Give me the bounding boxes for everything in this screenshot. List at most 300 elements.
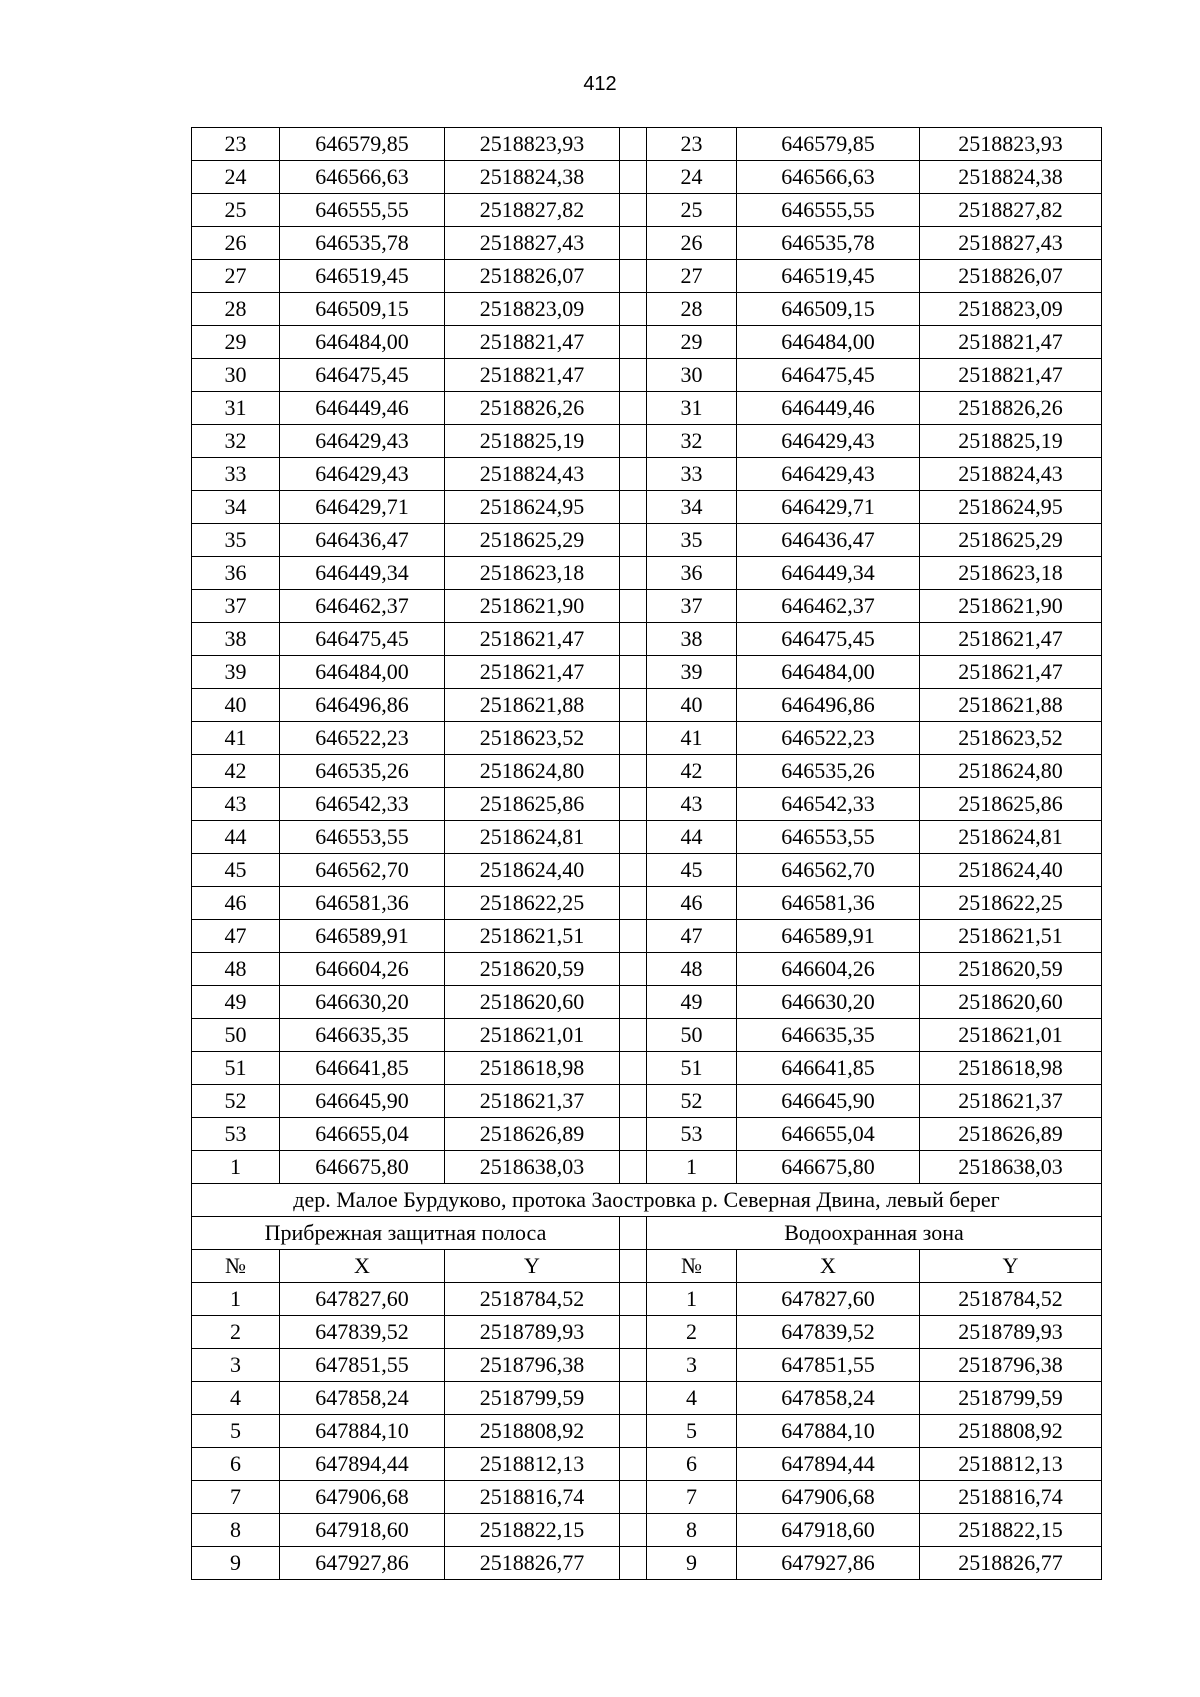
- cell-y-right: 2518626,89: [920, 1118, 1102, 1151]
- cell-x-left: 646519,45: [280, 260, 445, 293]
- cell-x-right: 646449,46: [737, 392, 920, 425]
- cell-y-right: 2518623,52: [920, 722, 1102, 755]
- table-row: [192, 1415, 1102, 1448]
- cell-x-right: 646542,33: [737, 788, 920, 821]
- cell-point-num-right: 34: [647, 491, 737, 524]
- gap-cell: [620, 590, 647, 623]
- cell-y-right: 2518621,88: [920, 689, 1102, 722]
- cell-point-num-left: 36: [192, 557, 280, 590]
- table-row: [192, 1085, 1102, 1118]
- cell-y-left: 2518824,38: [445, 161, 620, 194]
- cell-point-num-left: 4: [192, 1382, 280, 1415]
- cell-y-left: 2518799,59: [445, 1382, 620, 1415]
- subheader-left: Прибрежная защитная полоса: [192, 1217, 620, 1250]
- gap-cell: [620, 128, 647, 161]
- cell-x-right: 647851,55: [737, 1349, 920, 1382]
- cell-point-num-right: 8: [647, 1514, 737, 1547]
- cell-y-left: 2518827,43: [445, 227, 620, 260]
- cell-y-left: 2518623,52: [445, 722, 620, 755]
- cell-y-right: 2518621,01: [920, 1019, 1102, 1052]
- cell-y-left: 2518621,51: [445, 920, 620, 953]
- cell-point-num-left: 1: [192, 1151, 280, 1184]
- cell-point-num-left: 31: [192, 392, 280, 425]
- cell-point-num-right: 36: [647, 557, 737, 590]
- cell-y-right: 2518621,47: [920, 623, 1102, 656]
- table-row: [192, 1547, 1102, 1580]
- cell-point-num-right: 33: [647, 458, 737, 491]
- cell-y-right: 2518620,60: [920, 986, 1102, 1019]
- cell-y-left: 2518816,74: [445, 1481, 620, 1514]
- cell-x-left: 646522,23: [280, 722, 445, 755]
- cell-y-right: 2518826,77: [920, 1547, 1102, 1580]
- table-row: [192, 1283, 1102, 1316]
- gap-cell: [620, 359, 647, 392]
- gap-cell: [620, 1118, 647, 1151]
- cell-point-num-left: 33: [192, 458, 280, 491]
- gap-cell: [620, 557, 647, 590]
- gap-cell: [620, 722, 647, 755]
- cell-point-num-left: 44: [192, 821, 280, 854]
- cell-y-left: 2518621,47: [445, 623, 620, 656]
- cell-x-right: 647894,44: [737, 1448, 920, 1481]
- table-row: [192, 227, 1102, 260]
- cell-y-left: 2518624,95: [445, 491, 620, 524]
- table-section-header: [192, 1184, 1102, 1283]
- cell-y-right: 2518827,82: [920, 194, 1102, 227]
- cell-x-right: 646535,26: [737, 755, 920, 788]
- cell-x-left: 646641,85: [280, 1052, 445, 1085]
- gap-cell: [620, 326, 647, 359]
- cell-x-right: 646635,35: [737, 1019, 920, 1052]
- cell-y-left: 2518789,93: [445, 1316, 620, 1349]
- cell-y-left: 2518625,29: [445, 524, 620, 557]
- cell-x-right: 646630,20: [737, 986, 920, 1019]
- table-row: [192, 326, 1102, 359]
- cell-x-left: 646484,00: [280, 656, 445, 689]
- cell-x-right: 647884,10: [737, 1415, 920, 1448]
- cell-y-right: 2518621,47: [920, 656, 1102, 689]
- gap-cell: [620, 1151, 647, 1184]
- gap-cell: [620, 1283, 647, 1316]
- cell-x-right: 646429,43: [737, 425, 920, 458]
- column-header-y-right: Y: [920, 1250, 1102, 1283]
- cell-y-left: 2518622,25: [445, 887, 620, 920]
- cell-x-left: 647894,44: [280, 1448, 445, 1481]
- cell-x-right: 646581,36: [737, 887, 920, 920]
- cell-point-num-right: 24: [647, 161, 737, 194]
- cell-x-left: 647858,24: [280, 1382, 445, 1415]
- gap-cell: [620, 425, 647, 458]
- cell-y-right: 2518816,74: [920, 1481, 1102, 1514]
- cell-y-right: 2518638,03: [920, 1151, 1102, 1184]
- cell-y-right: 2518812,13: [920, 1448, 1102, 1481]
- cell-x-right: 646645,90: [737, 1085, 920, 1118]
- cell-y-left: 2518625,86: [445, 788, 620, 821]
- cell-x-right: 646475,45: [737, 623, 920, 656]
- cell-point-num-right: 35: [647, 524, 737, 557]
- cell-y-left: 2518784,52: [445, 1283, 620, 1316]
- cell-y-right: 2518621,90: [920, 590, 1102, 623]
- cell-point-num-left: 39: [192, 656, 280, 689]
- cell-x-right: 647906,68: [737, 1481, 920, 1514]
- cell-x-right: 646522,23: [737, 722, 920, 755]
- table-row: [192, 194, 1102, 227]
- cell-y-left: 2518826,26: [445, 392, 620, 425]
- cell-x-left: 647906,68: [280, 1481, 445, 1514]
- cell-point-num-left: 2: [192, 1316, 280, 1349]
- cell-x-left: 646645,90: [280, 1085, 445, 1118]
- subheader-right: Водоохранная зона: [647, 1217, 1102, 1250]
- cell-y-left: 2518827,82: [445, 194, 620, 227]
- table-row: [192, 854, 1102, 887]
- table-row: [192, 161, 1102, 194]
- cell-point-num-right: 41: [647, 722, 737, 755]
- cell-y-right: 2518625,29: [920, 524, 1102, 557]
- gap-cell: [620, 887, 647, 920]
- cell-x-right: 646496,86: [737, 689, 920, 722]
- cell-y-right: 2518624,95: [920, 491, 1102, 524]
- cell-point-num-left: 5: [192, 1415, 280, 1448]
- gap-cell: [620, 392, 647, 425]
- cell-point-num-left: 27: [192, 260, 280, 293]
- cell-x-right: 646429,43: [737, 458, 920, 491]
- cell-point-num-left: 30: [192, 359, 280, 392]
- cell-point-num-right: 31: [647, 392, 737, 425]
- cell-x-left: 646436,47: [280, 524, 445, 557]
- cell-x-left: 646581,36: [280, 887, 445, 920]
- cell-y-left: 2518620,60: [445, 986, 620, 1019]
- cell-x-left: 647918,60: [280, 1514, 445, 1547]
- cell-x-left: 647884,10: [280, 1415, 445, 1448]
- cell-x-right: 646429,71: [737, 491, 920, 524]
- cell-y-right: 2518623,18: [920, 557, 1102, 590]
- table-row: [192, 359, 1102, 392]
- table-row: [192, 755, 1102, 788]
- gap-cell: [620, 1448, 647, 1481]
- cell-y-left: 2518621,90: [445, 590, 620, 623]
- gap-cell: [620, 1481, 647, 1514]
- cell-x-left: 646429,71: [280, 491, 445, 524]
- gap-cell: [620, 1316, 647, 1349]
- cell-y-left: 2518624,81: [445, 821, 620, 854]
- table-row: [192, 689, 1102, 722]
- cell-y-right: 2518625,86: [920, 788, 1102, 821]
- cell-y-left: 2518822,15: [445, 1514, 620, 1547]
- table-row: [192, 458, 1102, 491]
- table-row: [192, 821, 1102, 854]
- cell-y-left: 2518624,40: [445, 854, 620, 887]
- cell-y-left: 2518620,59: [445, 953, 620, 986]
- cell-y-right: 2518621,51: [920, 920, 1102, 953]
- gap-cell: [620, 1217, 647, 1250]
- cell-x-right: 646555,55: [737, 194, 920, 227]
- cell-point-num-right: 26: [647, 227, 737, 260]
- cell-point-num-right: 46: [647, 887, 737, 920]
- cell-x-left: 647927,86: [280, 1547, 445, 1580]
- cell-y-right: 2518824,38: [920, 161, 1102, 194]
- cell-point-num-left: 42: [192, 755, 280, 788]
- table-row: [192, 986, 1102, 1019]
- table-row: [192, 128, 1102, 161]
- cell-point-num-left: 26: [192, 227, 280, 260]
- cell-y-left: 2518823,09: [445, 293, 620, 326]
- cell-point-num-right: 50: [647, 1019, 737, 1052]
- cell-point-num-left: 41: [192, 722, 280, 755]
- table-row: [192, 1481, 1102, 1514]
- cell-y-right: 2518618,98: [920, 1052, 1102, 1085]
- cell-x-left: 646555,55: [280, 194, 445, 227]
- cell-point-num-right: 27: [647, 260, 737, 293]
- cell-y-left: 2518626,89: [445, 1118, 620, 1151]
- cell-point-num-right: 2: [647, 1316, 737, 1349]
- cell-point-num-right: 1: [647, 1151, 737, 1184]
- column-header-num-right: №: [647, 1250, 737, 1283]
- cell-point-num-right: 9: [647, 1547, 737, 1580]
- gap-cell: [620, 1547, 647, 1580]
- cell-y-right: 2518808,92: [920, 1415, 1102, 1448]
- cell-x-left: 647827,60: [280, 1283, 445, 1316]
- cell-point-num-right: 30: [647, 359, 737, 392]
- cell-y-left: 2518796,38: [445, 1349, 620, 1382]
- gap-cell: [620, 986, 647, 1019]
- cell-x-right: 646436,47: [737, 524, 920, 557]
- cell-y-left: 2518824,43: [445, 458, 620, 491]
- table-row: [192, 656, 1102, 689]
- cell-y-left: 2518823,93: [445, 128, 620, 161]
- cell-point-num-left: 52: [192, 1085, 280, 1118]
- cell-y-left: 2518821,47: [445, 359, 620, 392]
- cell-y-right: 2518822,15: [920, 1514, 1102, 1547]
- cell-point-num-right: 29: [647, 326, 737, 359]
- cell-point-num-left: 37: [192, 590, 280, 623]
- table-row: [192, 1151, 1102, 1184]
- cell-point-num-left: 35: [192, 524, 280, 557]
- cell-x-right: 646655,04: [737, 1118, 920, 1151]
- cell-y-left: 2518825,19: [445, 425, 620, 458]
- cell-point-num-left: 8: [192, 1514, 280, 1547]
- gap-cell: [620, 788, 647, 821]
- cell-x-left: 646604,26: [280, 953, 445, 986]
- cell-point-num-left: 29: [192, 326, 280, 359]
- cell-x-right: 646562,70: [737, 854, 920, 887]
- table-row: [192, 1019, 1102, 1052]
- gap-cell: [620, 1349, 647, 1382]
- table-row: [192, 920, 1102, 953]
- cell-point-num-right: 52: [647, 1085, 737, 1118]
- gap-cell: [620, 491, 647, 524]
- cell-point-num-right: 38: [647, 623, 737, 656]
- cell-x-right: 646462,37: [737, 590, 920, 623]
- cell-point-num-left: 43: [192, 788, 280, 821]
- cell-point-num-right: 32: [647, 425, 737, 458]
- cell-x-left: 646429,43: [280, 425, 445, 458]
- page-number: 412: [583, 73, 617, 95]
- cell-x-right: 647827,60: [737, 1283, 920, 1316]
- cell-point-num-left: 40: [192, 689, 280, 722]
- cell-x-right: 646484,00: [737, 656, 920, 689]
- table-row: [192, 1382, 1102, 1415]
- cell-x-left: 646579,85: [280, 128, 445, 161]
- cell-y-left: 2518808,92: [445, 1415, 620, 1448]
- cell-x-right: 646566,63: [737, 161, 920, 194]
- cell-y-right: 2518624,80: [920, 755, 1102, 788]
- cell-x-right: 646589,91: [737, 920, 920, 953]
- cell-point-num-right: 1: [647, 1283, 737, 1316]
- cell-x-left: 646562,70: [280, 854, 445, 887]
- cell-x-left: 646589,91: [280, 920, 445, 953]
- table-row: [192, 425, 1102, 458]
- cell-x-right: 646675,80: [737, 1151, 920, 1184]
- cell-point-num-right: 3: [647, 1349, 737, 1382]
- cell-x-right: 647918,60: [737, 1514, 920, 1547]
- cell-x-left: 646429,43: [280, 458, 445, 491]
- gap-cell: [620, 623, 647, 656]
- cell-point-num-left: 45: [192, 854, 280, 887]
- cell-y-left: 2518821,47: [445, 326, 620, 359]
- table-row: [192, 590, 1102, 623]
- gap-cell: [620, 656, 647, 689]
- cell-y-right: 2518624,81: [920, 821, 1102, 854]
- cell-point-num-right: 53: [647, 1118, 737, 1151]
- table-row: [192, 1316, 1102, 1349]
- cell-point-num-right: 23: [647, 128, 737, 161]
- cell-x-left: 646655,04: [280, 1118, 445, 1151]
- cell-x-left: 646462,37: [280, 590, 445, 623]
- cell-point-num-left: 50: [192, 1019, 280, 1052]
- cell-x-right: 647858,24: [737, 1382, 920, 1415]
- cell-x-right: 646519,45: [737, 260, 920, 293]
- cell-point-num-right: 45: [647, 854, 737, 887]
- gap-cell: [620, 689, 647, 722]
- cell-y-right: 2518796,38: [920, 1349, 1102, 1382]
- cell-y-right: 2518824,43: [920, 458, 1102, 491]
- cell-x-left: 647851,55: [280, 1349, 445, 1382]
- cell-x-left: 646449,34: [280, 557, 445, 590]
- table-row: [192, 1448, 1102, 1481]
- cell-x-right: 646604,26: [737, 953, 920, 986]
- table-row: [192, 623, 1102, 656]
- table-row: [192, 953, 1102, 986]
- table-part-1: [192, 128, 1102, 1184]
- cell-x-left: 646635,35: [280, 1019, 445, 1052]
- column-header-y-left: Y: [445, 1250, 620, 1283]
- cell-point-num-left: 3: [192, 1349, 280, 1382]
- cell-point-num-left: 7: [192, 1481, 280, 1514]
- gap-cell: [620, 1085, 647, 1118]
- gap-cell: [620, 1514, 647, 1547]
- cell-x-right: 646535,78: [737, 227, 920, 260]
- table-row: [192, 788, 1102, 821]
- cell-point-num-left: 28: [192, 293, 280, 326]
- cell-point-num-left: 32: [192, 425, 280, 458]
- cell-y-right: 2518823,09: [920, 293, 1102, 326]
- gap-cell: [620, 293, 647, 326]
- gap-cell: [620, 161, 647, 194]
- cell-y-right: 2518784,52: [920, 1283, 1102, 1316]
- column-header-num-left: №: [192, 1250, 280, 1283]
- table-part-2: [192, 1283, 1102, 1580]
- cell-point-num-left: 47: [192, 920, 280, 953]
- cell-y-right: 2518826,07: [920, 260, 1102, 293]
- gap-cell: [620, 821, 647, 854]
- table-row: [192, 524, 1102, 557]
- cell-y-left: 2518621,88: [445, 689, 620, 722]
- cell-x-left: 646535,26: [280, 755, 445, 788]
- cell-x-left: 646675,80: [280, 1151, 445, 1184]
- column-header-x-right: X: [737, 1250, 920, 1283]
- cell-point-num-left: 9: [192, 1547, 280, 1580]
- cell-point-num-left: 49: [192, 986, 280, 1019]
- cell-point-num-right: 43: [647, 788, 737, 821]
- cell-point-num-right: 48: [647, 953, 737, 986]
- table-row: [192, 392, 1102, 425]
- cell-x-left: 646630,20: [280, 986, 445, 1019]
- cell-x-right: 646475,45: [737, 359, 920, 392]
- table-row: [192, 1052, 1102, 1085]
- cell-y-right: 2518825,19: [920, 425, 1102, 458]
- section-title: дер. Малое Бурдуково, протока Заостровка р. Северная Двина, левый берег: [192, 1184, 1102, 1217]
- cell-x-left: 646553,55: [280, 821, 445, 854]
- cell-point-num-right: 25: [647, 194, 737, 227]
- table-row: [192, 557, 1102, 590]
- cell-x-left: 646496,86: [280, 689, 445, 722]
- table-row: [192, 1349, 1102, 1382]
- cell-y-right: 2518789,93: [920, 1316, 1102, 1349]
- cell-y-left: 2518621,01: [445, 1019, 620, 1052]
- cell-y-left: 2518621,37: [445, 1085, 620, 1118]
- cell-point-num-right: 6: [647, 1448, 737, 1481]
- gap-cell: [620, 755, 647, 788]
- table-row: [192, 1514, 1102, 1547]
- gap-cell: [620, 260, 647, 293]
- table-row: [192, 491, 1102, 524]
- cell-point-num-right: 5: [647, 1415, 737, 1448]
- cell-x-right: 646553,55: [737, 821, 920, 854]
- table-row: [192, 293, 1102, 326]
- cell-y-left: 2518826,07: [445, 260, 620, 293]
- cell-y-right: 2518821,47: [920, 359, 1102, 392]
- cell-y-left: 2518638,03: [445, 1151, 620, 1184]
- cell-x-left: 647839,52: [280, 1316, 445, 1349]
- cell-y-right: 2518620,59: [920, 953, 1102, 986]
- coordinates-table: [191, 127, 1102, 1580]
- cell-y-right: 2518624,40: [920, 854, 1102, 887]
- cell-point-num-left: 38: [192, 623, 280, 656]
- gap-cell: [620, 854, 647, 887]
- cell-x-right: 646641,85: [737, 1052, 920, 1085]
- cell-point-num-right: 51: [647, 1052, 737, 1085]
- cell-y-right: 2518622,25: [920, 887, 1102, 920]
- cell-y-left: 2518826,77: [445, 1547, 620, 1580]
- cell-point-num-right: 42: [647, 755, 737, 788]
- cell-x-right: 646484,00: [737, 326, 920, 359]
- cell-point-num-left: 23: [192, 128, 280, 161]
- gap-cell: [620, 1052, 647, 1085]
- cell-point-num-right: 47: [647, 920, 737, 953]
- gap-cell: [620, 227, 647, 260]
- cell-point-num-left: 34: [192, 491, 280, 524]
- cell-x-left: 646475,45: [280, 623, 445, 656]
- gap-cell: [620, 1415, 647, 1448]
- cell-x-left: 646484,00: [280, 326, 445, 359]
- gap-cell: [620, 1382, 647, 1415]
- cell-point-num-right: 39: [647, 656, 737, 689]
- cell-point-num-left: 53: [192, 1118, 280, 1151]
- cell-point-num-left: 1: [192, 1283, 280, 1316]
- cell-x-left: 646475,45: [280, 359, 445, 392]
- cell-point-num-right: 28: [647, 293, 737, 326]
- cell-x-left: 646542,33: [280, 788, 445, 821]
